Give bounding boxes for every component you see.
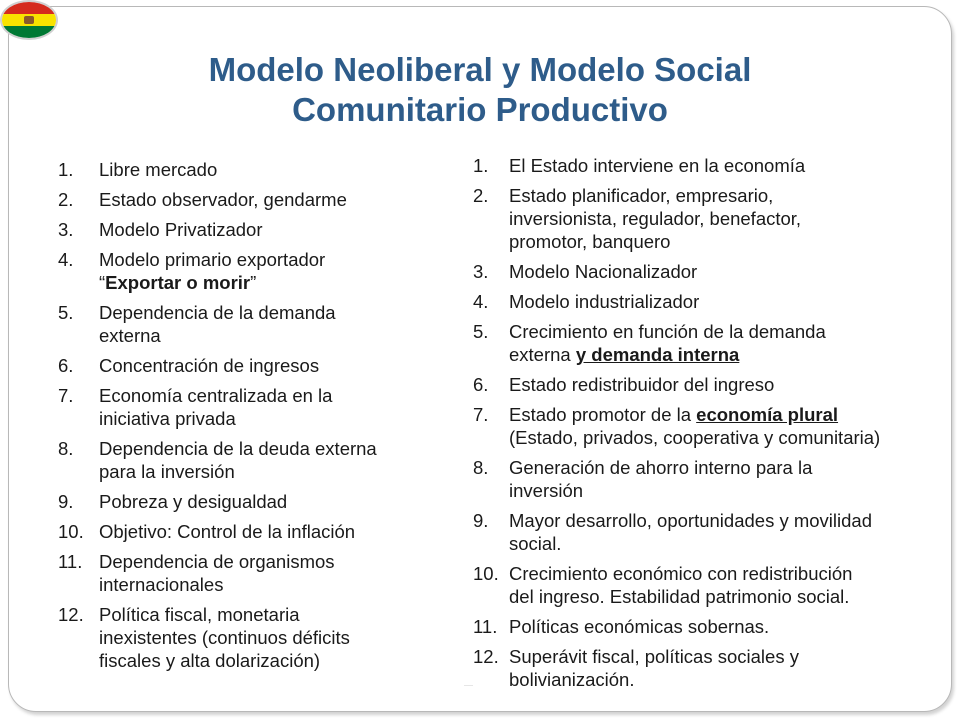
left-item-number: 8.	[58, 438, 74, 459]
right-item-text: Estado planificador, empresario, inversionista, regulador, benefactor, promotor, banquero	[509, 185, 802, 252]
left-item-number: 12.	[58, 604, 84, 625]
left-item-text: Modelo Privatizador	[99, 219, 263, 240]
right-item-2	[473, 184, 943, 253]
left-item-number: 10.	[58, 521, 84, 542]
left-item-7	[58, 384, 458, 430]
right-item-5	[473, 320, 943, 366]
right-item-text: Estado promotor de la economía plural (Estado, privados, cooperativa y comunitaria)	[509, 404, 881, 448]
right-item-number: 4.	[473, 291, 489, 312]
left-item-3	[58, 218, 458, 241]
left-item-text: Estado observador, gendarme	[99, 189, 347, 210]
left-item-text: Dependencia de la deuda externa para la inversión	[99, 438, 377, 482]
left-item-8	[58, 437, 458, 483]
left-item-number: 11.	[58, 551, 83, 572]
right-item-number: 11.	[473, 616, 498, 637]
right-item-text: Superávit fiscal, políticas sociales y bolivianización.	[509, 646, 799, 690]
left-item-12	[58, 603, 458, 672]
right-item-text: Modelo industrializador	[509, 291, 700, 312]
slide-title	[0, 50, 960, 130]
left-item-10	[58, 520, 458, 543]
left-item-number: 3.	[58, 219, 74, 240]
right-item-3	[473, 260, 943, 283]
right-item-9	[473, 509, 943, 555]
left-item-text: Libre mercado	[99, 159, 218, 180]
right-item-number: 12.	[473, 646, 499, 667]
title-line-2: Comunitario Productivo	[292, 91, 668, 128]
left-item-number: 6.	[58, 355, 74, 376]
right-item-text: Modelo Nacionalizador	[509, 261, 698, 282]
right-item-number: 8.	[473, 457, 489, 478]
right-item-number: 1.	[473, 155, 489, 176]
left-item-9	[58, 490, 458, 513]
right-item-text: Generación de ahorro interno para la inversión	[509, 457, 813, 501]
left-item-text: Política fiscal, monetaria inexistentes (continuos déficits fiscales y alta dolarización)	[99, 604, 350, 671]
left-item-4	[58, 248, 458, 294]
right-item-number: 6.	[473, 374, 489, 395]
left-item-5	[58, 301, 458, 347]
right-item-number: 9.	[473, 510, 489, 531]
right-item-number: 2.	[473, 185, 489, 206]
left-item-number: 2.	[58, 189, 74, 210]
right-item-text: Políticas económicas sobernas.	[509, 616, 770, 637]
right-item-10	[473, 562, 943, 608]
right-item-number: 10.	[473, 563, 499, 584]
left-item-text: Dependencia de la demanda externa	[99, 302, 336, 346]
right-item-1	[473, 154, 943, 177]
bolivia-flag-icon	[0, 0, 58, 40]
right-item-text: Crecimiento económico con redistribución del ingreso. Estabilidad patrimonio social.	[509, 563, 853, 607]
right-item-number: 5.	[473, 321, 489, 342]
right-item-4	[473, 290, 943, 313]
right-item-6	[473, 373, 943, 396]
right-item-text: Estado redistribuidor del ingreso	[509, 374, 775, 395]
left-item-text: Concentración de ingresos	[99, 355, 320, 376]
right-item-11	[473, 615, 943, 638]
right-item-number: 7.	[473, 404, 489, 425]
left-item-6	[58, 354, 458, 377]
left-item-text: Objetivo: Control de la inflación	[99, 521, 356, 542]
right-item-7	[473, 403, 943, 449]
left-item-text: Modelo primario exportador “Exportar o morir”	[99, 249, 326, 293]
left-item-number: 4.	[58, 249, 74, 270]
right-item-number: 3.	[473, 261, 489, 282]
left-item-text: Dependencia de organismos internacionales	[99, 551, 335, 595]
right-item-text: Crecimiento en función de la demanda externa y demanda interna	[509, 321, 826, 365]
neoliberal-model-list	[58, 158, 458, 679]
left-item-number: 5.	[58, 302, 74, 323]
left-item-number: 1.	[58, 159, 74, 180]
right-item-text: Mayor desarrollo, oportunidades y movilidad social.	[509, 510, 872, 554]
left-item-number: 9.	[58, 491, 74, 512]
right-item-8	[473, 456, 943, 502]
left-item-number: 7.	[58, 385, 74, 406]
right-item-text: El Estado interviene en la economía	[509, 155, 806, 176]
left-item-text: Pobreza y desigualdad	[99, 491, 288, 512]
left-item-11	[58, 550, 458, 596]
left-item-2	[58, 188, 458, 211]
social-community-model-list	[473, 154, 943, 698]
left-item-text: Economía centralizada en la iniciativa privada	[99, 385, 333, 429]
right-item-12	[473, 645, 943, 691]
left-item-1	[58, 158, 458, 181]
title-line-1: Modelo Neoliberal y Modelo Social	[208, 51, 752, 88]
